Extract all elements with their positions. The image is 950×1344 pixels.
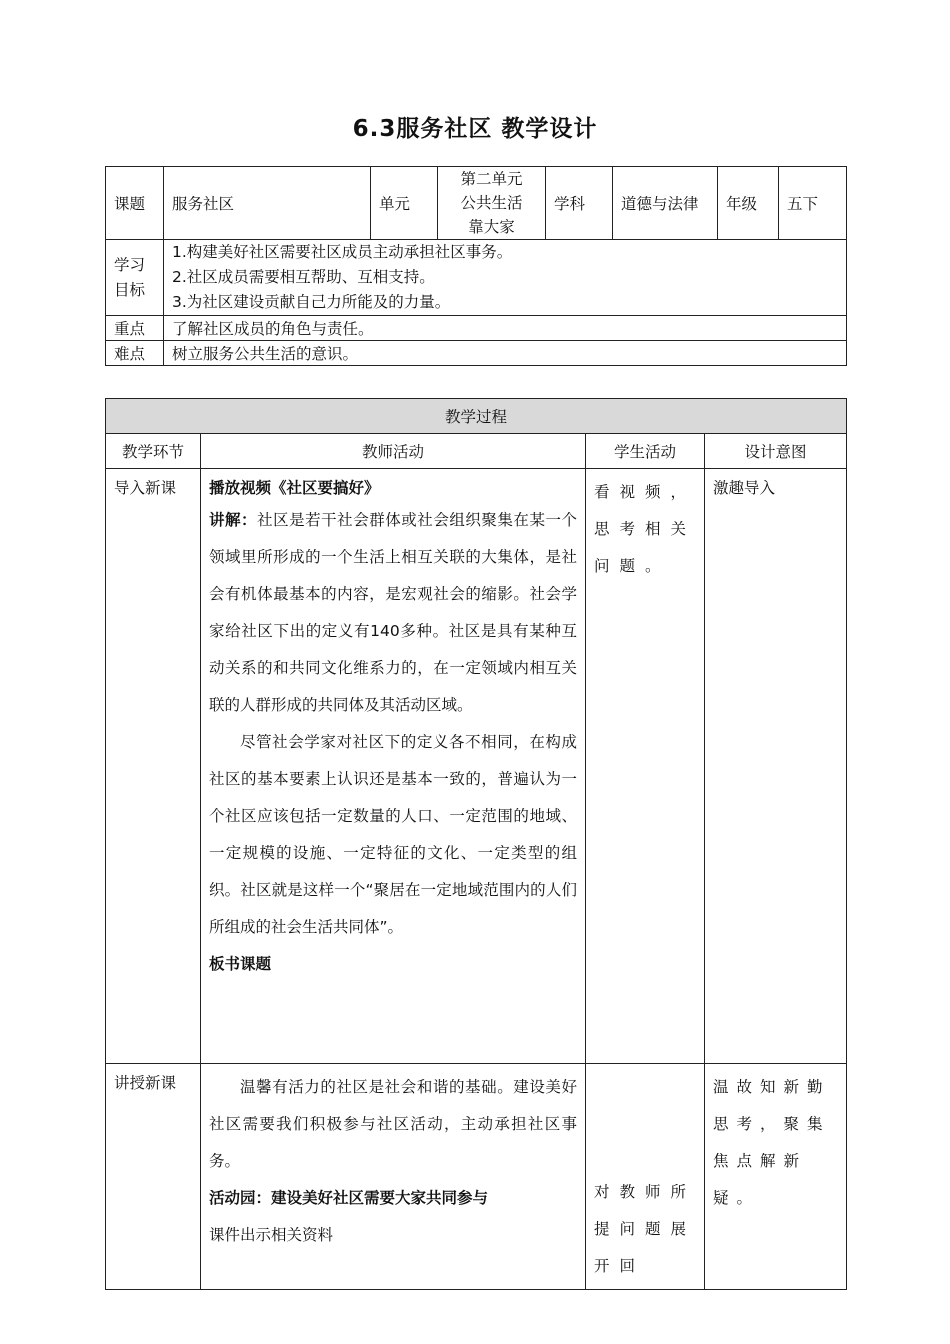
unit-label: 单元 xyxy=(371,167,438,240)
courseware-note: 课件出示相关资料 xyxy=(209,1226,334,1244)
explain-paragraph xyxy=(209,502,577,724)
new-lesson-student-activity xyxy=(586,1064,705,1290)
intro-stage xyxy=(106,469,201,1064)
unit-value xyxy=(438,167,546,240)
intro-design-text: 激趣导入 xyxy=(713,479,776,497)
header-design: 设计意图 xyxy=(705,434,847,469)
teaching-process-table xyxy=(105,398,847,1290)
key-point-row xyxy=(106,316,847,341)
intro-stage-label: 导入新课 xyxy=(114,479,177,497)
topic-label: 课题 xyxy=(106,167,164,240)
process-section-title: 教学过程 xyxy=(106,399,847,434)
new-lesson-teacher-activity xyxy=(201,1064,586,1290)
header-stage: 教学环节 xyxy=(106,434,201,469)
intro-teacher-activity xyxy=(201,469,586,1064)
new-lesson-student-text: 对教师所提问题展开回 xyxy=(594,1183,697,1275)
goals-list xyxy=(164,240,847,316)
unit-line: 第二单元 xyxy=(460,170,523,188)
intro-student-text: 看视频，思考相关问题。 xyxy=(594,483,697,575)
header-student: 学生活动 xyxy=(586,434,705,469)
header-teacher: 教师活动 xyxy=(201,434,586,469)
intro-student-activity xyxy=(586,469,705,1064)
difficulty-value: 树立服务公共生活的意识。 xyxy=(164,341,847,366)
key-point-label: 重点 xyxy=(106,316,164,341)
explain-label: 讲解： xyxy=(209,511,258,529)
new-lesson-design-text: 温故知新勤思考，聚集焦点解新疑。 xyxy=(713,1078,831,1207)
board-title: 板书课题 xyxy=(209,955,272,973)
goal-item: 1.构建美好社区需要社区成员主动承担社区事务。 xyxy=(172,243,513,261)
grade-label: 年级 xyxy=(718,167,779,240)
new-lesson-row xyxy=(106,1064,847,1290)
topic-row xyxy=(106,167,847,240)
page-title: 6.3服务社区 教学设计 xyxy=(352,116,598,142)
unit-line: 靠大家 xyxy=(468,218,515,236)
intro-design-intent xyxy=(705,469,847,1064)
process-header-row xyxy=(106,434,847,469)
activity-heading: 活动园：建设美好社区需要大家共同参与 xyxy=(209,1189,489,1207)
unit-line: 公共生活 xyxy=(460,194,523,212)
definition-paragraph: 尽管社会学家对社区下的定义各不相同，在构成社区的基本要素上认识还是基本一致的，普遍认为一个社区应该包括一定数量的人口、一定范围的地域、一定规模的设施、一定特征的文化、一定类型的组织。社区就是这样一个“聚居在一定地域范围内的人们所组成的社会生活共同体”。 xyxy=(209,733,577,936)
grade-value: 五下 xyxy=(779,167,847,240)
lesson-info-table xyxy=(105,166,847,366)
goals-label xyxy=(106,240,164,316)
key-point-value: 了解社区成员的角色与责任。 xyxy=(164,316,847,341)
goal-item: 2.社区成员需要相互帮助、互相支持。 xyxy=(172,268,435,286)
topic-value: 服务社区 xyxy=(164,167,371,240)
new-lesson-intro-paragraph: 温馨有活力的社区是社会和谐的基础。建设美好社区需要我们积极参与社区活动，主动承担社区事务。 xyxy=(209,1078,577,1170)
new-lesson-stage-label: 讲授新课 xyxy=(114,1074,177,1092)
goals-row xyxy=(106,240,847,316)
subject-value: 道德与法律 xyxy=(613,167,718,240)
new-lesson-design-intent xyxy=(705,1064,847,1290)
video-heading: 播放视频《社区要搞好》 xyxy=(209,479,380,497)
goals-label-line: 目标 xyxy=(114,280,146,299)
intro-row xyxy=(106,469,847,1064)
subject-label: 学科 xyxy=(546,167,613,240)
explain-text: 社区是若干社会群体或社会组织聚集在某一个领域里所形成的一个生活上相互关联的大集体，是社会有机体最基本的内容，是宏观社会的缩影。社会学家给社区下出的定义有140多种。社区是具有某种互动关系的和共同文化维系力的，在一定领域内相互关联的人群形成的共同体及其活动区域。 xyxy=(209,511,577,714)
new-lesson-stage xyxy=(106,1064,201,1290)
difficulty-label: 难点 xyxy=(106,341,164,366)
goal-item: 3.为社区建设贡献自己力所能及的力量。 xyxy=(172,293,451,311)
process-section-row xyxy=(106,399,847,434)
difficulty-row xyxy=(106,341,847,366)
goals-label-line: 学习 xyxy=(114,255,146,274)
